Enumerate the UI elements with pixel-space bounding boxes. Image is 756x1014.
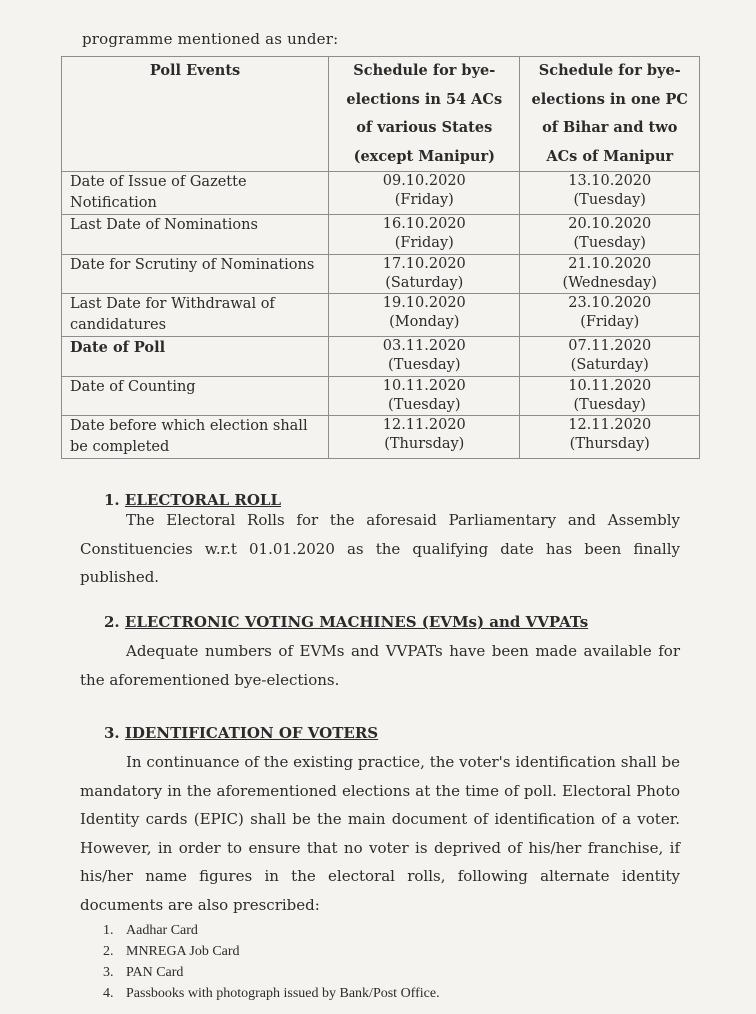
table-header-row xyxy=(62,57,700,172)
date-cell: 03.11.2020 (Tuesday) xyxy=(329,337,520,377)
date-cell: 19.10.2020 (Monday) xyxy=(329,294,520,337)
table-row xyxy=(62,255,700,294)
table-row xyxy=(62,337,700,377)
header-poll-events: Poll Events xyxy=(62,57,329,172)
date-cell: 13.10.2020 (Tuesday) xyxy=(520,172,700,215)
date-cell: 23.10.2020 (Friday) xyxy=(520,294,700,337)
list-item: 1. Aadhar Card xyxy=(103,923,198,938)
poll-schedule-table xyxy=(61,56,700,459)
event-cell: Date for Scrutiny of Nominations xyxy=(62,255,329,294)
header-bihar-manipur-schedule: Schedule for bye- elections in one PC of Bihar and two ACs of Manipur xyxy=(520,57,700,172)
event-cell: Last Date of Nominations xyxy=(62,215,329,255)
date-cell: 07.11.2020 (Saturday) xyxy=(520,337,700,377)
table-row xyxy=(62,416,700,459)
date-cell: 17.10.2020 (Saturday) xyxy=(329,255,520,294)
section-heading-identification: 3. IDENTIFICATION OF VOTERS xyxy=(104,724,379,742)
list-item: 3. PAN Card xyxy=(103,965,184,980)
section-text-electoral-roll: The Electoral Rolls for the aforesaid Parliamentary and Assembly Constituencies w.r.t 01.01.2020 as the qualifying date has been finally published. xyxy=(80,511,680,586)
table-row xyxy=(62,294,700,337)
section-text-identification: In continuance of the existing practice, the voter's identification shall be mandatory in the aforementioned elections at the time of poll. Electoral Photo Identity cards (EPIC) shall be the main document of identification of a voter. However, in order to ensure that no voter is deprived of his/her franchise, if his/her name figures in the electoral rolls, following alternate identity documents are also prescribed: xyxy=(80,753,680,914)
section-heading-evms: 2. ELECTRONIC VOTING MACHINES (EVMs) and VVPATs xyxy=(104,613,589,631)
intro-text: programme mentioned as under: xyxy=(82,30,339,48)
date-cell: 12.11.2020 (Thursday) xyxy=(520,416,700,459)
section-heading-electoral-roll: 1. ELECTORAL ROLL xyxy=(104,491,281,509)
table-row xyxy=(62,172,700,215)
date-cell: 16.10.2020 (Friday) xyxy=(329,215,520,255)
date-cell: 12.11.2020 (Thursday) xyxy=(329,416,520,459)
list-item: 4. Passbooks with photograph issued by Bank/Post Office. xyxy=(103,986,440,1001)
section-text-evms: Adequate numbers of EVMs and VVPATs have been made available for the aforementioned bye-elections. xyxy=(80,642,680,689)
event-cell: Date of Issue of Gazette Notification xyxy=(62,172,329,215)
header-54-acs-schedule: Schedule for bye- elections in 54 ACs of various States (except Manipur) xyxy=(329,57,520,172)
id-documents-list xyxy=(103,920,440,1004)
event-cell: Date of Poll xyxy=(62,337,329,377)
list-item: 2. MNREGA Job Card xyxy=(103,944,240,959)
date-cell: 09.10.2020 (Friday) xyxy=(329,172,520,215)
date-cell: 21.10.2020 (Wednesday) xyxy=(520,255,700,294)
date-cell: 10.11.2020 (Tuesday) xyxy=(329,377,520,416)
date-cell: 10.11.2020 (Tuesday) xyxy=(520,377,700,416)
event-cell: Date before which election shall be completed xyxy=(62,416,329,459)
event-cell: Date of Counting xyxy=(62,377,329,416)
table-row xyxy=(62,377,700,416)
event-cell: Last Date for Withdrawal of candidatures xyxy=(62,294,329,337)
date-cell: 20.10.2020 (Tuesday) xyxy=(520,215,700,255)
table-row xyxy=(62,215,700,255)
